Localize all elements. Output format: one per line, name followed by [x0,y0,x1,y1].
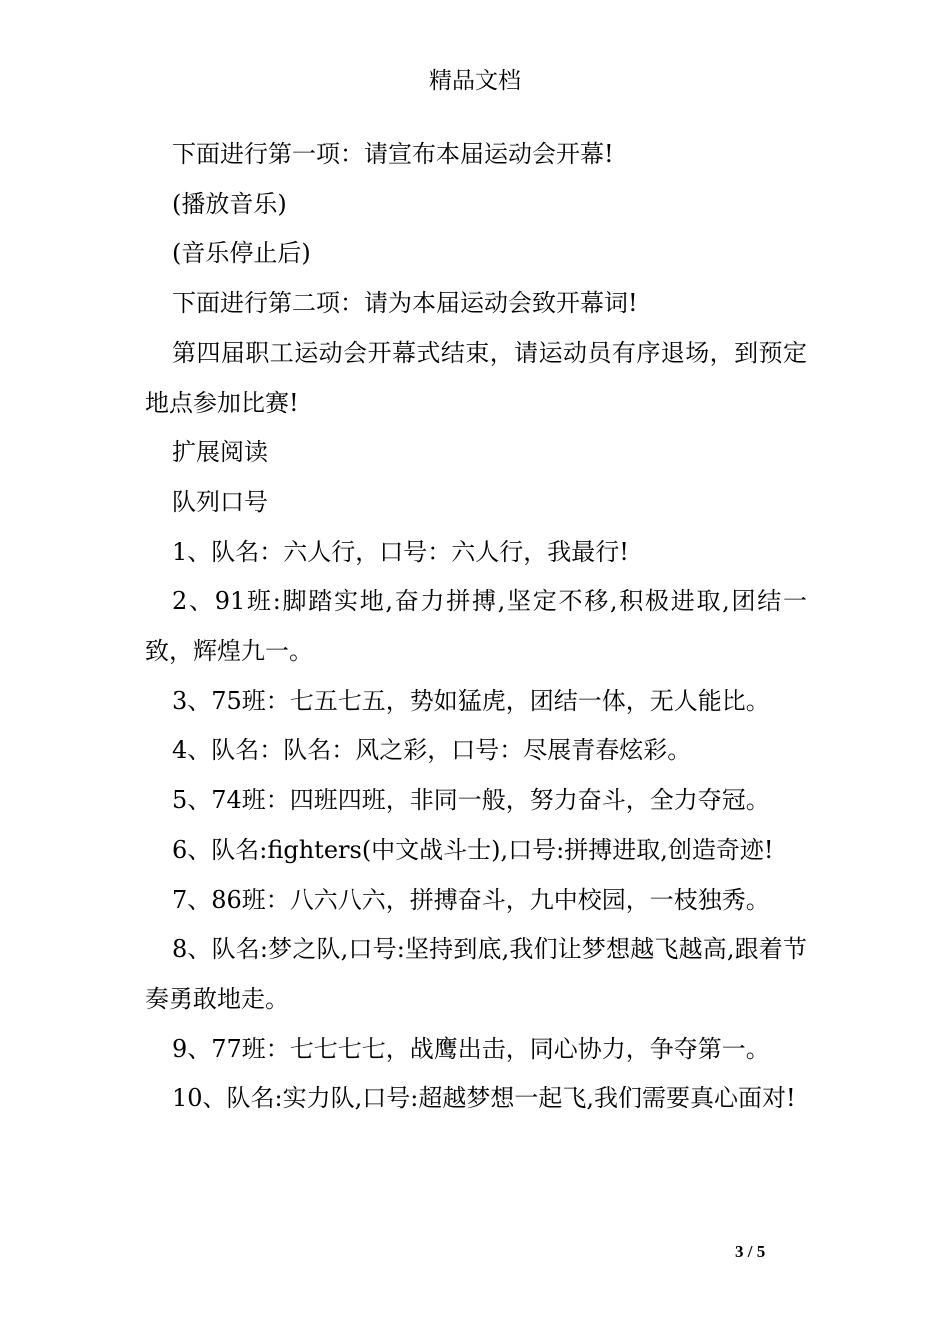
paragraph: 5、74班：四班四班，非同一般，努力奋斗，全力夺冠。 [172,786,770,815]
paragraph: 3、75班：七五七五，势如猛虎，团结一体，无人能比。 [172,686,770,715]
document-body [145,130,807,1124]
paragraph: 7、86班：八六八六，拼搏奋斗，九中校园，一枝独秀。 [172,885,770,914]
paragraph: (播放音乐) [172,189,287,218]
paragraph: 9、77班：七七七七，战鹰出击，同心协力，争夺第一。 [172,1034,770,1063]
paragraph: 队列口号 [172,487,268,516]
paragraph: 1、队名：六人行，口号：六人行，我最行! [172,537,629,566]
paragraph: 下面进行第二项：请为本届运动会致开幕词! [172,289,638,318]
paragraph: 10、队名:实力队,口号:超越梦想一起飞,我们需要真心面对! [172,1084,796,1113]
page-header: 精品文档 [429,68,521,94]
paragraph: 第四届职工运动会开幕式结束，请运动员有序退场，到预定地点参加比赛! [145,338,807,417]
paragraph: (音乐停止后) [172,239,311,268]
paragraph: 下面进行第一项：请宣布本届运动会开幕! [172,140,614,168]
paragraph: 6、队名:fighters(中文战斗士),口号:拼搏进取,创造奇迹! [172,835,774,864]
paragraph: 扩展阅读 [172,438,268,467]
paragraph: 2、91班:脚踏实地,奋力拼搏,坚定不移,积极进取,团结一致，辉煌九一。 [145,587,807,666]
paragraph: 8、队名:梦之队,口号:坚持到底,我们让梦想越飞越高,跟着节奏勇敢地走。 [145,935,807,1013]
page-number: 3 / 5 [735,1242,766,1261]
paragraph: 4、队名：队名：风之彩，口号：尽展青春炫彩。 [172,736,692,765]
